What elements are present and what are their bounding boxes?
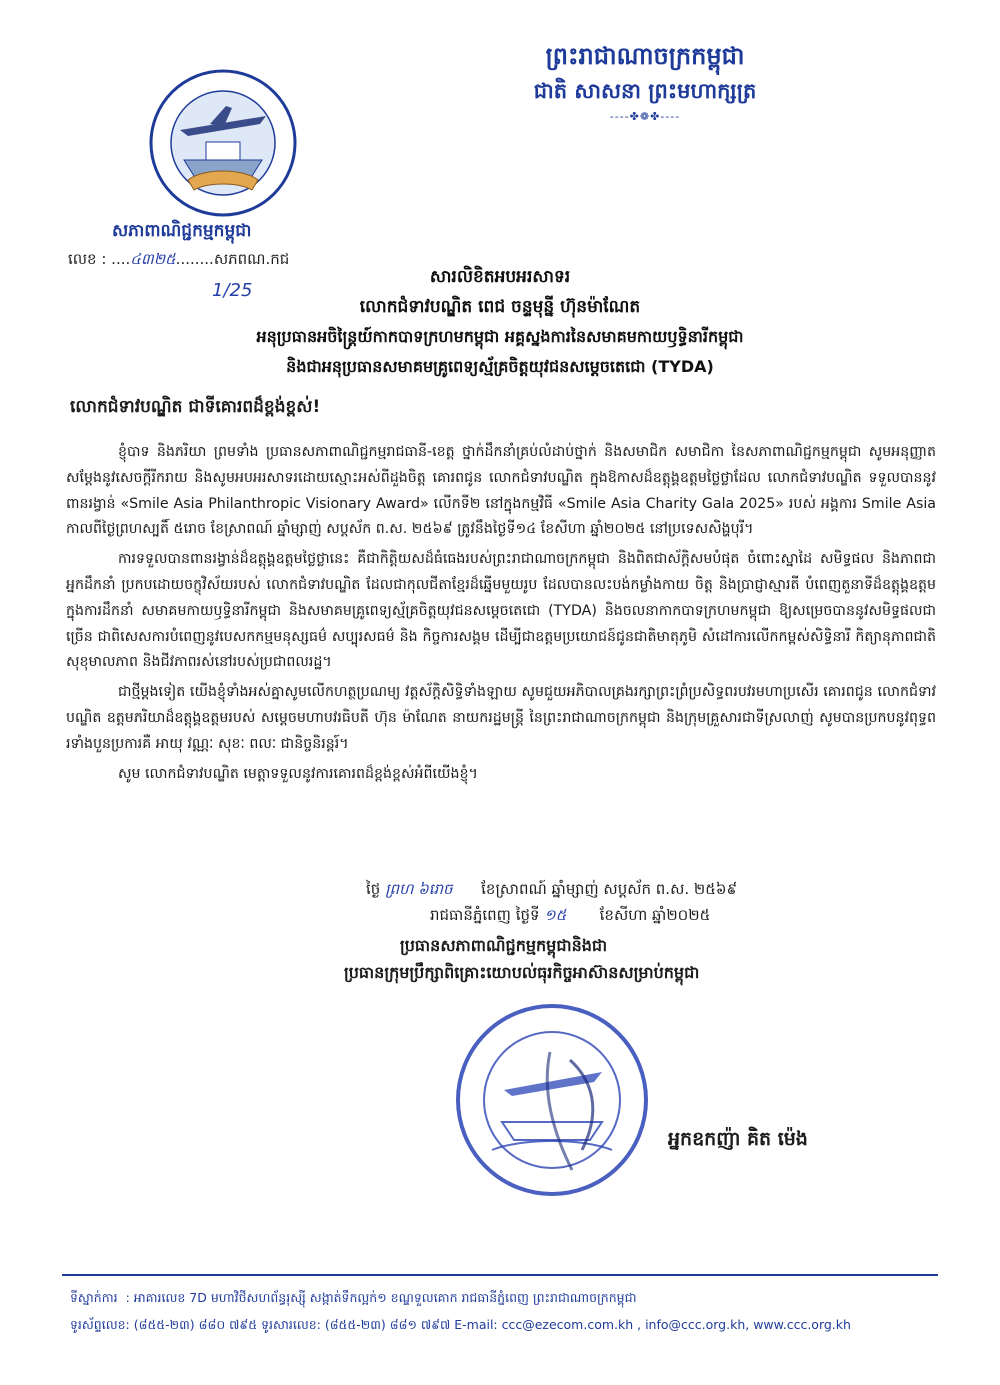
chamber-logo-icon bbox=[148, 68, 298, 218]
address-label: ទីស្នាក់ការ bbox=[70, 1290, 118, 1305]
footer-address bbox=[70, 1290, 636, 1309]
signer-title-1: ប្រធានសភាពាណិជ្ជកម្មកម្ពុជានិងជា bbox=[400, 936, 608, 955]
signer-title-2: ប្រធានក្រុមប្រឹក្សាពិគ្រោះយោបល់ធុរកិច្ចអាស៊ានសម្រាប់កម្ពុជា bbox=[344, 963, 700, 982]
official-seal-icon bbox=[452, 1000, 652, 1200]
closing-line: សូម លោកជំទាវបណ្ឌិត មេត្តាទទួលនូវការគោរពដ៏ខ្ពង់ខ្ពស់អំពីយើងខ្ញុំ។ bbox=[118, 765, 478, 782]
solar-date-handwritten: ១៥ bbox=[544, 906, 567, 924]
kingdom-header bbox=[520, 38, 770, 123]
kingdom-name: ព្រះរាជាណាចក្រកម្ពុជា bbox=[545, 42, 745, 70]
recipient-role-2: និងជាអនុប្រធានសមាគមគ្រូពេទ្យស្ម័គ្រចិត្តយុវជនសម្តេចតេជោ (TYDA) bbox=[286, 357, 714, 376]
address-text: : អាគារលេខ 7D មហាវិថីសហព័ន្ធរុស្ស៊ី សង្កាត់ទឹកល្អក់១ ខណ្ឌទួលគោក រាជធានីភ្នំពេញ ព្រះរាជាណាចក្រកម្ពុជា bbox=[125, 1290, 637, 1305]
lunar-date bbox=[366, 880, 737, 902]
letter-body bbox=[66, 440, 936, 791]
body-paragraph-1: ខ្ញុំបាទ និងភរិយា ព្រមទាំង ប្រធានសភាពាណិជ្ជកម្មរាជធានី-ខេត្ត ថ្នាក់ដឹកនាំគ្រប់លំដាប់ថ្នាក់ និងសមាជិក សមាជិកា នៃសភាពាណិជ្ជកម្មកម្ពុជា សូមអនុញ្ញាតសម្តែងនូវសេចក្តីរីករាយ និងសូមអបអរសាទរដោយស្មោះអស់ពីដួងចិត្ត គោរពជូន លោកជំទាវបណ្ឌិត ក្នុងឱកាសដ៏ឧត្តុង្គឧត្តមថ្លៃថ្លាដែល លោកជំទាវបណ្ឌិត ទទួលបាននូវពានរង្វាន់ «Smile Asia Philanthropic Visionary Award» លើកទី២ នៅក្នុងកម្មវិធី «Smile Asia Charity Gala 2025» របស់ អង្គការ Smile Asia កាលពីថ្ងៃព្រហស្បតិ៍ ៥រោច ខែស្រាពណ៍ ឆ្នាំម្សាញ់ សប្តស័ក ព.ស. ២៥៦៩ ត្រូវនឹងថ្ងៃទី១៤ ខែសីហា ឆ្នាំ២០២៥ នៅប្រទេសសិង្ហបុរី។ bbox=[66, 444, 936, 538]
national-motto: ជាតិ សាសនា ព្រះមហាក្សត្រ bbox=[533, 79, 757, 103]
lunar-date-prefix: ថ្ងៃ bbox=[366, 880, 381, 898]
solar-date-prefix: រាជធានីភ្នំពេញ ថ្ងៃទី bbox=[430, 906, 540, 924]
ref-handwritten-note: 1/25 bbox=[212, 280, 253, 301]
reference-number: លេខ : ....៤៣២៥........សភពណ.កជ bbox=[68, 250, 290, 268]
lunar-date-rest: ខែស្រាពណ៍ ឆ្នាំម្សាញ់ សប្តស័ក ព.ស. ២៥៦៩ bbox=[481, 880, 738, 898]
organization-name: សភាពាណិជ្ជកម្មកម្ពុជា bbox=[112, 221, 252, 241]
letter-title-block bbox=[60, 262, 940, 382]
ref-number-handwritten: ៤៣២៥ bbox=[130, 250, 176, 268]
letter-title: សារលិខិតអបអរសាទរ bbox=[429, 267, 571, 287]
ornament-divider: ----✤❁✤---- bbox=[609, 110, 681, 123]
salutation: លោកជំទាវបណ្ឌិត ជាទីគោរពដ៏ខ្ពង់ខ្ពស់! bbox=[70, 397, 321, 417]
footer-divider bbox=[62, 1274, 938, 1276]
ref-label: លេខ : bbox=[68, 250, 107, 268]
body-paragraph-3: ជាថ្មីម្តងទៀត យើងខ្ញុំទាំងអស់គ្នាសូមលើកហត្ថប្រណម្យ វត្តស័ក្តិសិទ្ធិទាំងឡាយ សូមជួយអភិបាលគ្រងរក្សាព្រះព្រំប្រសិទ្ធពរបវរមហាប្រសើរ គោរពជូន លោកជំទាវបណ្ឌិត ឧត្តមភរិយាដ៏ឧត្តុង្គឧត្តមរបស់ សម្តេចមហាបវរធិបតី ហ៊ុន ម៉ាណែត នាយករដ្ឋមន្ត្រី នៃព្រះរាជាណាចក្រកម្ពុជា និងក្រុមគ្រួសារជាទីស្រលាញ់ សូមបានប្រកបនូវពុទ្ធពរទាំងបួនប្រការគឺ អាយុ វណ្ណៈ សុខៈ ពលៈ ជានិច្ចនិរន្តរ៍។ bbox=[66, 684, 936, 752]
signer-name: អ្នកឧកញ៉ា គិត ម៉េង bbox=[668, 1128, 808, 1150]
solar-date-rest: ខែសីហា ឆ្នាំ២០២៥ bbox=[599, 906, 711, 924]
solar-date bbox=[430, 906, 710, 928]
recipient-name: លោកជំទាវបណ្ឌិត ពេជ ចន្ទមុន្នី ហ៊ុនម៉ាណែត bbox=[359, 297, 641, 317]
lunar-date-handwritten: ព្រហ ៦រោច bbox=[385, 880, 453, 898]
body-paragraph-2: ការទទួលបានពានរង្វាន់ដ៏ឧត្តុង្គឧត្តមថ្លៃថ្លានេះ គឺជាកិត្តិយសដ៏ធំធេងរបស់ព្រះរាជាណាចក្រកម្ពុជា និងពិតជាស័ក្តិសមបំផុត ចំពោះស្នាដៃ សមិទ្ធផល និងភាពជាអ្នកដឹកនាំ ប្រកបដោយចក្ខុវិស័យរបស់ លោកជំទាវបណ្ឌិត ដែលជាកុលជីតាខ្មែរដ៏ឆ្នើមមួយរូប ដែលបានលះបង់កម្លាំងកាយ ចិត្ត និងប្រាជ្ញាស្មារតី បំពេញតួនាទីដ៏ឧត្តុង្គឧត្តមក្នុងការដឹកនាំ សមាគមកាយឫទ្ធិនារីកម្ពុជា និងសមាគមគ្រូពេទ្យស្ម័គ្រចិត្តយុវជនសម្តេចតេជោ (TYDA) និងចលនាកាកបាទក្រហមកម្ពុជា ឱ្យសម្រេចបាននូវសមិទ្ធផលជាច្រើន ជាពិសេសការបំពេញនូវបេសកកម្មមនុស្សធម៌ សប្បុរសធម៌ និង កិច្ចការសង្គម ដើម្បីជាឧត្តមប្រយោជន៍ជូនជាតិមាតុភូមិ សំដៅការលើកកម្ពស់សិទ្ធិនារី កិត្យានុភាពជាតិ សុខុមាលភាព និងជីវភាពរស់នៅរបស់ប្រជាពលរដ្ឋ។ bbox=[66, 551, 936, 671]
recipient-role-1: អនុប្រធានអចិន្ត្រៃយ៍កាកបាទក្រហមកម្ពុជា អគ្គស្នងការនៃសមាគមកាយឫទ្ធិនារីកម្ពុជា bbox=[256, 327, 744, 346]
footer-contact: ទូរស័ព្ទលេខ: (៨៥៥-២៣) ៨៨០ ៧៩៥ ទូរសារលេខ: (៨៥៥-២៣) ៨៨១ ៧៩៧ E-mail: ccc@ezecom.com.kh , info@ccc.org.kh, www.ccc.org.kh bbox=[70, 1317, 851, 1332]
ref-suffix: សភពណ.កជ bbox=[213, 250, 290, 268]
